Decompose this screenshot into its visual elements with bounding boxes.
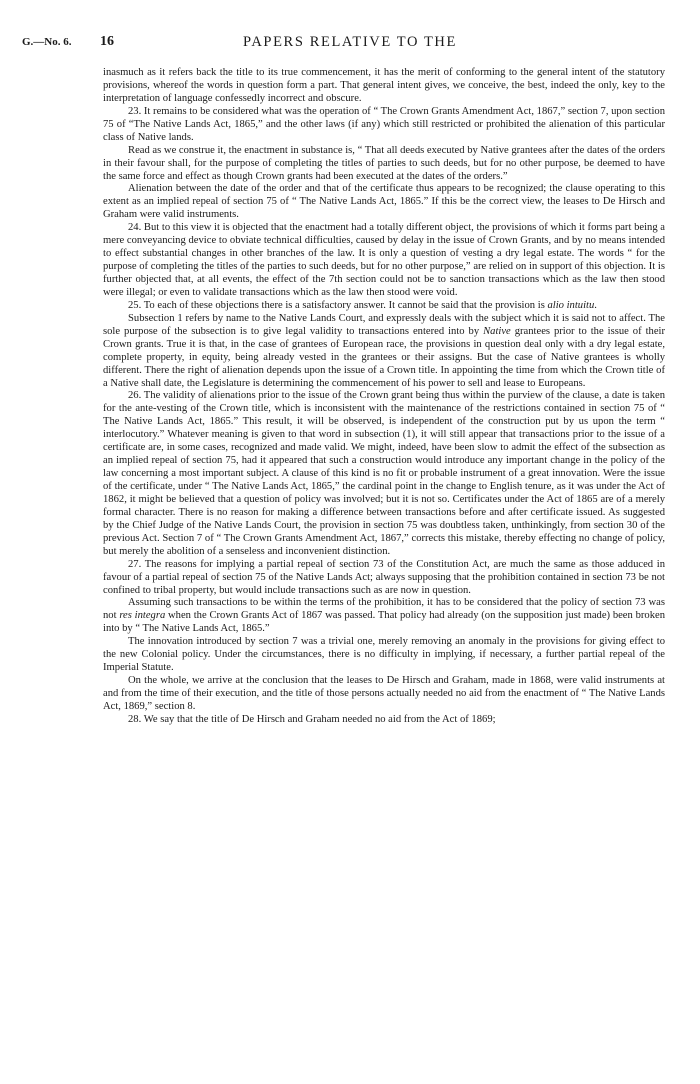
paragraph: Alienation between the date of the order and that of the certificate thus appears to be recognized; the clause operating to this extent as an implied repeal of section 75 of “ The Native Lands Act, 1865.” If this be the correct view, the leases to De Hirsch and Graham were valid instruments. bbox=[103, 183, 665, 221]
page-number: 16 bbox=[100, 34, 114, 49]
paragraph-28: 28. We say that the title of De Hirsch and Graham needed no aid from the Act of 1869; bbox=[128, 713, 496, 725]
paragraph-27: 27. The reasons for implying a partial repeal of section 73 of the Constitution Act, are much the same as those adduced in favour of a partial repeal of section 75 of the Native Lands Act; always supposing that the prohibition contained in section 73 be not confined to tribal property, but would include transactions such as are now in question. bbox=[103, 558, 665, 596]
paper-reference: G.—No. 6. bbox=[22, 36, 72, 48]
page-header bbox=[0, 36, 700, 52]
paragraph-23: 23. It remains to be considered what was the operation of “ The Crown Grants Amendment Act, 1867,” section 7, upon section 75 of “The Native Lands Act, 1865,” and the other laws (if any) which still restricted or prohibited the alienation of this particular class of Native lands. bbox=[103, 105, 665, 143]
paragraph-24: 24. But to this view it is objected that the enactment had a totally different object, the provisions of which it forms part being a mere conveyancing device to obviate technical difficulties, caused by delay in the issue of Crown Grants, and by no means intended to effect substantial changes in other branches of the law. It is only a question of vesting a dry legal estate. The words “ for the purpose of completing the titles of the parties to such deeds, but for no other purpose,” are relied on in support of this objection. It is further objected that, at all events, the effect of the 7th section could not be to sanction transactions which as the law then stood were illegal; or even to validate transactions which as the law then stood were void. bbox=[103, 222, 665, 298]
paragraph: The innovation introduced by section 7 was a trivial one, merely removing an anomaly in the provisions for giving effect to the new Colonial policy. Under the circumstances, there is no difficulty in implying, if necessary, a further partial repeal of the Imperial Statute. bbox=[103, 636, 665, 674]
paragraph: inasmuch as it refers back the title to its true commencement, it has the merit of conforming to the general intent of the statutory provisions, whereof the words in question form a part. That general intent gives, we conceive, the best, indeed the only, key to the interpretation of language confessedly incorrect and obscure. bbox=[103, 67, 665, 104]
paragraph: Assuming such transactions to be within the terms of the prohibition, it has to be considered that the policy of section 73 was not res integra when the Crown Grants Act of 1867 was passed. That policy had already (on the supposition just made) been broken into by “ The Native Lands Act, 1865.” bbox=[103, 597, 665, 635]
paragraph-26: 26. The validity of alienations prior to the issue of the Crown grant being thus within the purview of the clause, a date is taken for the ante-vesting of the Crown title, which is inconsistent with the maintenance of the restrictions contained in section 75 of “ The Native Lands Act, 1865.” This result, it will be observed, is independent of the construction put by us upon the term “ interlocutory.” Whatever meaning is given to that word in subsection (1), it will still appear that transactions prior to the issue of a certificate are, in some cases, recognized and made valid. We might, indeed, have been slow to admit the effect of the subsection as an implied repeal of section 75, had it appeared that such a construction would introduce any important change in the policy of the law concerning a most important subject. A clause of this kind is no fit or probable instrument of a great innovation. Were the issue of the certificate, under “ The Native Lands Act, 1865,” the cardinal point in the change to English tenure, as it was under the Act of 1862, it might be believed that a question of policy was involved; but it is not so. Certificates under the Act of 1865 are of a merely formal character. There is no reason for making a difference between transactions before and after certificate issued. As suggested by the Chief Judge of the Native Lands Court, the provision in section 75 was doubtless taken, unthinkingly, from section 30 of the previous Act. Section 7 of “ The Crown Grants Amendment Act, 1867,” corrects this mistake, thereby effecting no change of policy, but merely the abolition of a senseless and inconvenient distinction. bbox=[103, 390, 665, 557]
paragraph: Read as we construe it, the enactment in substance is, “ That all deeds executed by Native grantees after the dates of the orders in their favour shall, for the purpose of completing the titles of parties to such deeds, but for no other purpose, be deemed to have the same force and effect as though Crown grants had been executed at the dates of the orders.” bbox=[103, 144, 665, 182]
body-text bbox=[103, 67, 665, 727]
paragraph: On the whole, we arrive at the conclusion that the leases to De Hirsch and Graham, made in 1868, were valid instruments at and from the time of their execution, and the title of those persons actually needed no aid from the enactment of “ The Native Lands Act, 1869,” section 8. bbox=[103, 675, 665, 712]
paragraph-25: 25. To each of these objections there is a satisfactory answer. It cannot be said that the provision is alio intuitu. bbox=[128, 299, 597, 311]
paragraph: Subsection 1 refers by name to the Native Lands Court, and expressly deals with the subject which it is said not to affect. The sole purpose of the subsection is to give legal validity to transactions entered into by Native grantees prior to the issue of their Crown grants. True it is that, in the case of grantees of European race, the provisions in question deal only with a dry legal estate, complete property, in equity, being already vested in the grantees or their assigns. But the case of Native grantees is wholly different. There the right of alienation depends upon the issue of a Crown title. In appointing the time from which the Crown title of a Native shall date, the Legislature is determining the commencement of his power to sell and lease to Europeans. bbox=[103, 312, 665, 389]
running-title: PAPERS RELATIVE TO THE bbox=[243, 34, 457, 50]
